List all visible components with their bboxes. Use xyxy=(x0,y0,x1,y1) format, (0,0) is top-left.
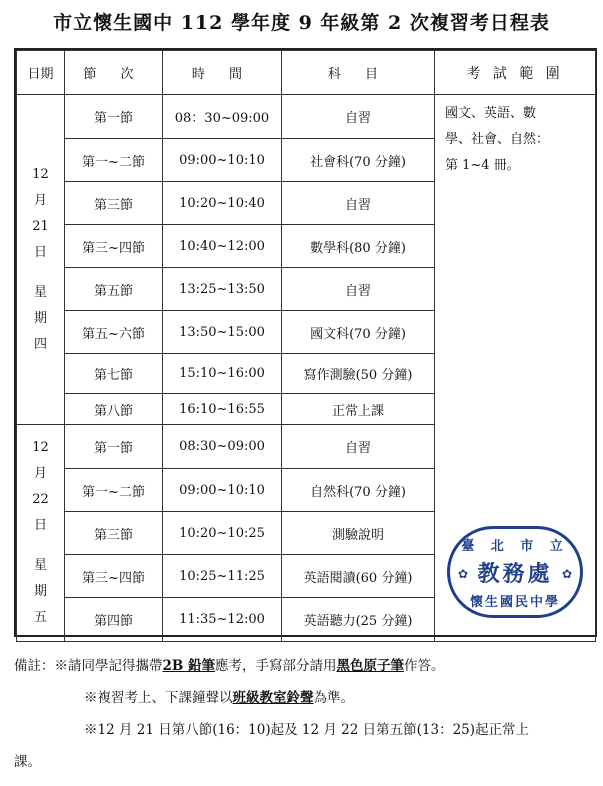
header-subject: 科 目 xyxy=(282,51,435,95)
time-cell: 08:30~09:00 xyxy=(163,425,282,469)
header-range: 考 試 範 圍 xyxy=(435,51,596,95)
period-cell: 第八節 xyxy=(65,394,163,425)
period-cell: 第五節 xyxy=(65,268,163,311)
date-month: 12 xyxy=(32,166,49,182)
notes-section xyxy=(14,650,597,778)
subject-cell: 自然科(70 分鐘) xyxy=(282,469,435,512)
time-cell: 15:10~16:00 xyxy=(163,354,282,394)
stamp-top-text: 臺 北 市 立 xyxy=(461,539,569,554)
time-cell: 09:00~10:10 xyxy=(163,469,282,512)
date-cell-day2 xyxy=(17,425,65,642)
time-cell: 13:50~15:00 xyxy=(163,311,282,354)
period-cell: 第三~四節 xyxy=(65,555,163,598)
header-time: 時 間 xyxy=(163,51,282,95)
range-line: 國文、英語、數 xyxy=(445,106,537,121)
stamp-bottom-text: 懷生國民中學 xyxy=(469,595,560,610)
subject-cell: 自習 xyxy=(282,182,435,225)
date-day-char: 日 xyxy=(33,518,47,533)
weekday-char: 期 xyxy=(33,584,47,599)
note-text: ※12 月 21 日第八節(16：10)起及 12 月 22 日第五節(13：25)起正常上 xyxy=(84,722,530,738)
time-cell: 10:20~10:25 xyxy=(163,512,282,555)
page-title: 市立懷生國中 112 學年度 9 年級第 2 次複習考日程表 xyxy=(53,12,550,34)
note-text: ※複習考上、下課鐘聲以 xyxy=(84,690,233,706)
subject-cell: 寫作測驗(50 分鐘) xyxy=(282,354,435,394)
subject-cell: 自習 xyxy=(282,95,435,139)
date-month: 12 xyxy=(32,440,49,455)
period-cell: 第一~二節 xyxy=(65,139,163,182)
weekday-char: 期 xyxy=(33,310,47,326)
note-emphasis: 2B 鉛筆 xyxy=(162,658,216,674)
note-text: 作答。 xyxy=(404,658,445,674)
weekday-char: 星 xyxy=(33,558,47,573)
period-cell: 第一節 xyxy=(65,425,163,469)
note-text: 課。 xyxy=(14,754,41,770)
period-cell: 第一節 xyxy=(65,95,163,139)
subject-cell: 測驗說明 xyxy=(282,512,435,555)
subject-cell: 英語聽力(25 分鐘) xyxy=(282,598,435,642)
time-cell: 13:25~13:50 xyxy=(163,268,282,311)
period-cell: 第四節 xyxy=(65,598,163,642)
date-day-char: 日 xyxy=(33,244,47,260)
date-cell-day1 xyxy=(17,95,65,425)
note-line-2 xyxy=(14,682,597,714)
school-seal-stamp xyxy=(447,526,583,618)
period-cell: 第三~四節 xyxy=(65,225,163,268)
subject-cell: 正常上課 xyxy=(282,394,435,425)
subject-cell: 社會科(70 分鐘) xyxy=(282,139,435,182)
subject-cell: 國文科(70 分鐘) xyxy=(282,311,435,354)
time-cell: 10:20~10:40 xyxy=(163,182,282,225)
period-cell: 第一~二節 xyxy=(65,469,163,512)
plum-flower-icon: ✿ xyxy=(561,567,572,581)
period-cell: 第七節 xyxy=(65,354,163,394)
subject-cell: 自習 xyxy=(282,425,435,469)
subject-cell: 數學科(80 分鐘) xyxy=(282,225,435,268)
period-cell: 第三節 xyxy=(65,512,163,555)
note-line-1 xyxy=(14,650,597,682)
time-cell: 10:25~11:25 xyxy=(163,555,282,598)
time-cell: 11:35~12:00 xyxy=(163,598,282,642)
period-cell: 第五~六節 xyxy=(65,311,163,354)
weekday-char: 四 xyxy=(33,336,47,352)
note-text: ※請同學記得攜帶 xyxy=(54,658,163,674)
weekday-char: 星 xyxy=(33,284,47,300)
note-emphasis: 班級教室鈴聲 xyxy=(232,690,314,706)
date-day: 21 xyxy=(32,218,49,234)
time-cell: 08：30~09:00 xyxy=(163,95,282,139)
range-line: 學、社會、自然： xyxy=(445,132,550,147)
period-cell: 第三節 xyxy=(65,182,163,225)
time-cell: 16:10~16:55 xyxy=(163,394,282,425)
time-cell: 09:00~10:10 xyxy=(163,139,282,182)
note-emphasis: 黑色原子筆 xyxy=(336,658,405,674)
subject-cell: 英語閱讀(60 分鐘) xyxy=(282,555,435,598)
subject-cell: 自習 xyxy=(282,268,435,311)
range-line: 第 1~4 冊。 xyxy=(445,158,520,173)
note-line-3 xyxy=(14,714,597,746)
notes-label: 備註： xyxy=(14,658,55,674)
stamp-middle-text: 教務處 xyxy=(477,561,553,587)
note-text: 為準。 xyxy=(313,690,354,706)
weekday-char: 五 xyxy=(33,610,47,625)
header-date: 日期 xyxy=(17,51,65,95)
date-day: 22 xyxy=(32,492,49,507)
time-cell: 10:40~12:00 xyxy=(163,225,282,268)
note-text: 應考，手寫部分請用 xyxy=(215,658,337,674)
header-row xyxy=(17,51,596,95)
date-month-char: 月 xyxy=(33,192,47,208)
plum-flower-icon: ✿ xyxy=(458,567,469,581)
date-month-char: 月 xyxy=(33,466,47,481)
table-row xyxy=(17,95,596,139)
header-period: 節 次 xyxy=(65,51,163,95)
note-line-4 xyxy=(14,746,597,778)
